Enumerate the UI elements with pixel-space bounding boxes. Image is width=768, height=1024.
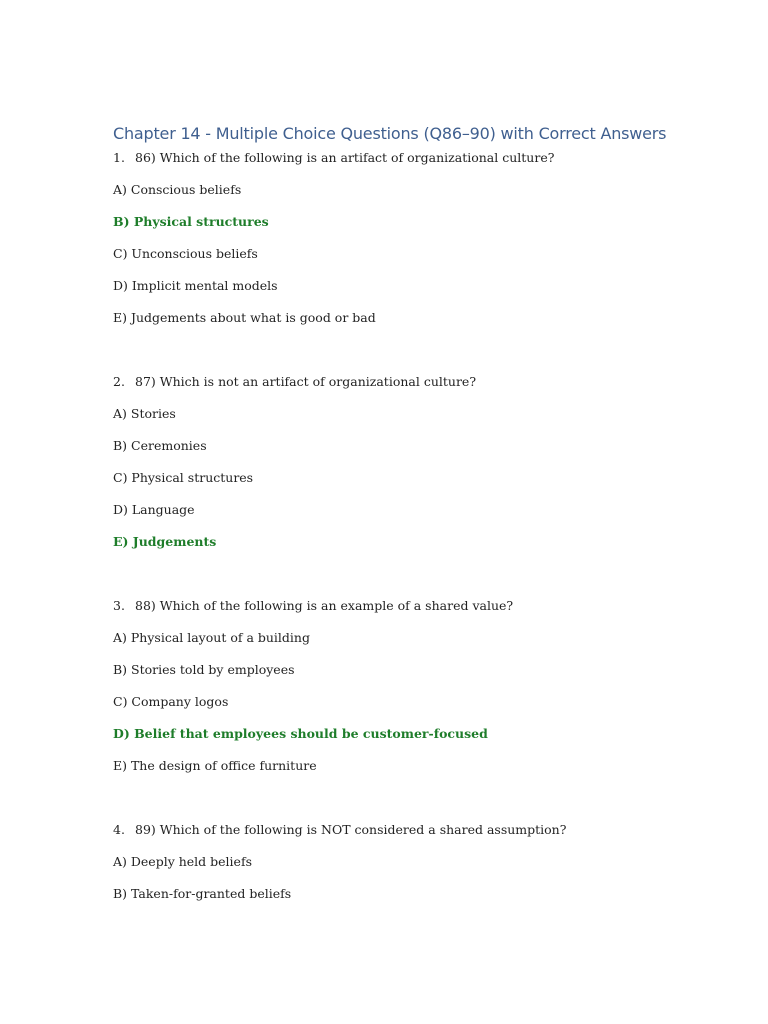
document-title: Chapter 14 - Multiple Choice Questions (Q86–90) with Correct Answers xyxy=(113,124,667,143)
option-a: A) Physical layout of a building xyxy=(113,630,310,645)
question-number: 4. xyxy=(113,822,125,837)
option-d: D) Implicit mental models xyxy=(113,278,278,293)
option-b: B) Ceremonies xyxy=(113,438,207,453)
question-text: 87) Which is not an artifact of organizational culture? xyxy=(135,374,477,389)
option-c: C) Unconscious beliefs xyxy=(113,246,258,261)
correct-option: E) Judgements xyxy=(113,534,217,549)
question-number: 3. xyxy=(113,598,125,613)
question-text: 89) Which of the following is NOT considered a shared assumption? xyxy=(135,822,567,837)
option-c: C) Physical structures xyxy=(113,470,254,485)
option-d: D) Language xyxy=(113,502,195,517)
option-e: E) Judgements about what is good or bad xyxy=(113,310,376,325)
correct-option: B) Physical structures xyxy=(113,214,269,229)
question-2 xyxy=(113,374,476,390)
option-a: A) Deeply held beliefs xyxy=(113,854,252,869)
question-3 xyxy=(113,598,513,614)
option-b: B) Stories told by employees xyxy=(113,662,295,677)
option-c: C) Company logos xyxy=(113,694,229,709)
option-a: A) Stories xyxy=(113,406,176,421)
question-4 xyxy=(113,822,566,838)
option-b: B) Taken-for-granted beliefs xyxy=(113,886,292,901)
question-number: 2. xyxy=(113,374,125,389)
correct-option: D) Belief that employees should be customer-focused xyxy=(113,726,488,741)
option-a: A) Conscious beliefs xyxy=(113,182,242,197)
question-1 xyxy=(113,150,554,166)
question-text: 86) Which of the following is an artifact of organizational culture? xyxy=(135,150,555,165)
question-number: 1. xyxy=(113,150,125,165)
question-text: 88) Which of the following is an example of a shared value? xyxy=(135,598,514,613)
option-e: E) The design of office furniture xyxy=(113,758,317,773)
